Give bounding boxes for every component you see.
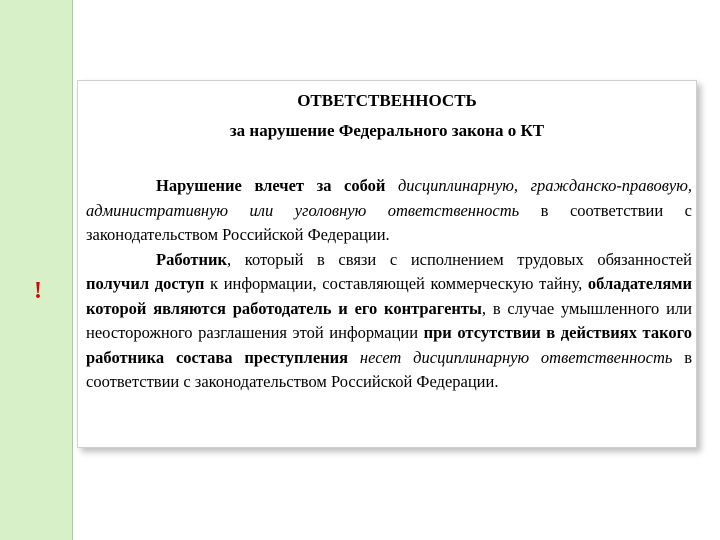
p2-bold-owners: обладателями которой являются работодатель и его контрагенты — [86, 274, 692, 318]
p2-text-4: в соответствии с законодательством Российской Федерации. — [86, 347, 693, 391]
p2-text-3: , в случае умышленного или неосторожного разглашения этой информации — [86, 298, 692, 342]
paragraph-2 — [86, 248, 692, 395]
p1-italic: дисциплинарную, гражданско-правовую, административную или уголовную ответственность — [86, 176, 693, 220]
p2-bold-access: получил доступ — [86, 274, 205, 293]
p1-normal: в соответствии с законодательством Российской Федерации. — [86, 200, 692, 244]
p2-text-2: к информации, составляющей коммерческую тайну, — [204, 274, 588, 293]
slide-body — [86, 174, 692, 395]
p2-bold-worker: Работник — [156, 249, 228, 269]
slide-title: ОТВЕТСТВЕННОСТЬ — [297, 91, 477, 110]
content-box — [77, 80, 697, 448]
slide-subtitle: за нарушение Федерального закона о КТ — [229, 121, 545, 140]
paragraph-1 — [86, 174, 692, 248]
p2-text-1: , который в связи с исполнением трудовых обязанностей — [227, 249, 692, 269]
p1-bold: Нарушение влечет за собой — [156, 176, 386, 195]
p2-bold-absence: при отсутствии в действиях такого работника состава преступления — [86, 323, 692, 367]
p2-italic: несет дисциплинарную ответственность — [348, 347, 673, 367]
exclamation-mark: ! — [34, 278, 42, 304]
left-sidebar — [0, 0, 73, 540]
